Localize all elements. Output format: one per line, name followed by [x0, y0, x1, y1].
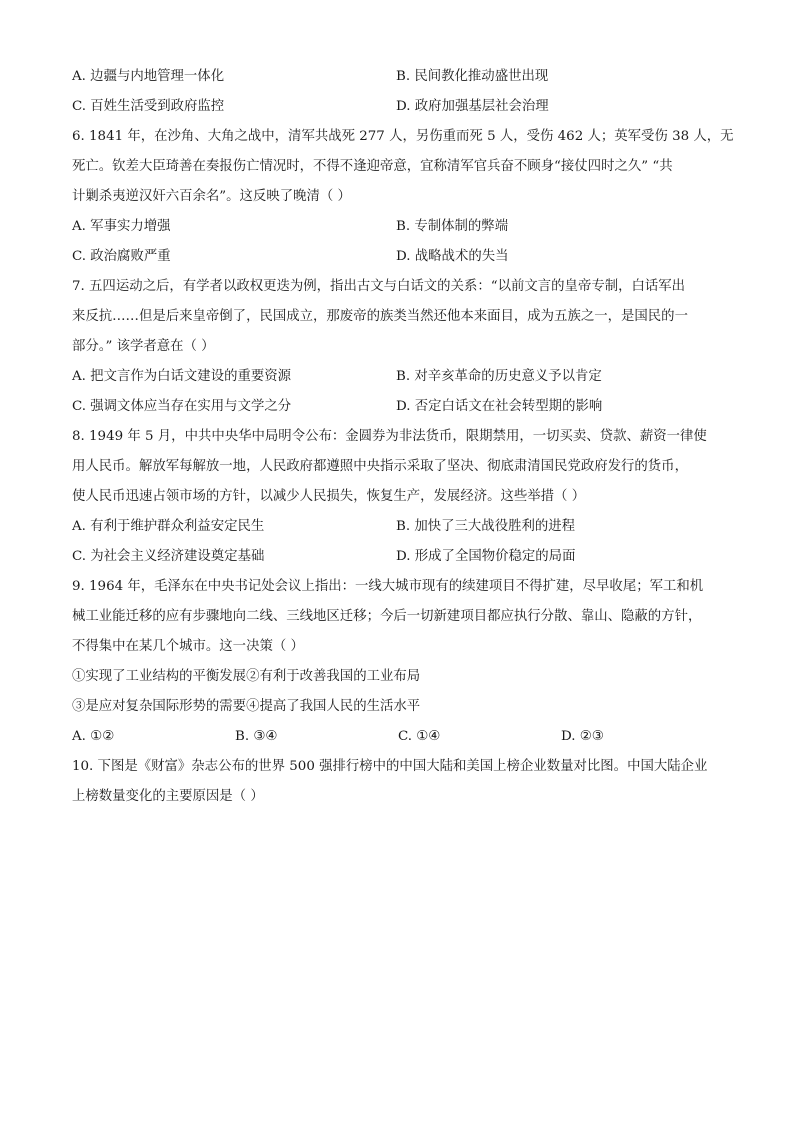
q9-option-d: D. ②③	[561, 729, 604, 744]
q8-stem-line-2: 用人民币。解放军每解放一地，人民政府都遵照中央指示采取了坚决、彻底肃清国民党政府发行的货币，	[72, 459, 688, 474]
q7-option-c: C. 强调文体应当存在实用与文学之分	[72, 399, 292, 414]
q7-stem-line-3: 部分。” 该学者意在（ ）	[72, 339, 215, 354]
q7-stem-line-1: 7. 五四运动之后，有学者以政权更迭为例，指出古文与白话文的关系：“以前文言的皇帝专制，白话军出	[72, 279, 686, 294]
q9-stem-line-2: 械工业能迁移的应有步骤地向二线、三线地区迁移；今后一切新建项目都应执行分散、靠山、隐蔽的方针，	[72, 609, 702, 624]
q7-stem-line-2: 来反抗……但是后来皇帝倒了，民国成立，那废帝的族类当然还他本来面目，成为五族之一，是国民的一	[72, 309, 688, 324]
q8-option-b: B. 加快了三大战役胜利的进程	[396, 519, 576, 534]
q8-options-row-1	[72, 512, 724, 542]
q9-option-b: B. ③④	[235, 729, 278, 744]
q6-stem-line-2: 死亡。钦差大臣琦善在奏报伤亡情况时，不得不逢迎帝意，宜称清军官兵奋不顾身“接仗四时之久” “共	[72, 159, 673, 174]
q6-stem-line-1: 6. 1841 年，在沙角、大角之战中，清军共战死 277 人，另伤重而死 5 人，受伤 462 人；英军受伤 38 人，无	[72, 129, 734, 144]
q9-option-a: A. ①②	[72, 729, 115, 744]
q6-options-row-1	[72, 212, 724, 242]
q9-statements-line-2: ③是应对复杂国际形势的需要④提高了我国人民的生活水平	[72, 699, 421, 714]
q9-statements-line-1: ①实现了工业结构的平衡发展②有利于改善我国的工业布局	[72, 669, 421, 684]
q7-option-b: B. 对辛亥革命的历史意义予以肯定	[396, 369, 602, 384]
q8-stem-line-1: 8. 1949 年 5 月，中共中央华中局明令公布：金圆券为非法货币，限期禁用，一切买卖、贷款、薪资一律使	[72, 429, 707, 444]
q6-option-a: A. 军事实力增强	[72, 219, 171, 234]
q5-options-row-1	[72, 62, 724, 92]
q6-options-row-2	[72, 242, 724, 272]
q5-options-row-2	[72, 92, 724, 122]
q8-options-row-2	[72, 542, 724, 572]
q6-option-d: D. 战略战术的失当	[396, 249, 509, 264]
q7-options-row-1	[72, 362, 724, 392]
q7-options-row-2	[72, 392, 724, 422]
q6-option-c: C. 政治腐败严重	[72, 249, 171, 264]
q5-option-a: A. 边疆与内地管理一体化	[72, 69, 225, 84]
q6-option-b: B. 专制体制的弊端	[396, 219, 509, 234]
q10-stem-line-1: 10. 下图是《财富》杂志公布的世界 500 强排行榜中的中国大陆和美国上榜企业数量对比图。中国大陆企业	[72, 759, 708, 774]
q8-option-d: D. 形成了全国物价稳定的局面	[396, 549, 576, 564]
q5-option-d: D. 政府加强基层社会治理	[396, 99, 549, 114]
q9-stem-line-1: 9. 1964 年，毛泽东在中央书记处会议上指出：一线大城市现有的续建项目不得扩建，尽早收尾；军工和机	[72, 579, 704, 594]
q8-option-a: A. 有利于维护群众利益安定民生	[72, 519, 265, 534]
q9-option-c: C. ①④	[398, 729, 441, 744]
q8-stem-line-3: 使人民币迅速占领市场的方针，以减少人民损失，恢复生产，发展经济。这些举措（ ）	[72, 489, 586, 504]
q10-stem-line-2: 上榜数量变化的主要原因是（ ）	[72, 789, 264, 804]
q6-stem-line-3: 计剿杀夷逆汉奸六百余名”。这反映了晚清（ ）	[72, 189, 351, 204]
q7-option-a: A. 把文言作为白话文建设的重要资源	[72, 369, 292, 384]
q5-option-c: C. 百姓生活受到政府监控	[72, 99, 225, 114]
q9-options-row	[72, 722, 724, 752]
q5-option-b: B. 民间教化推动盛世出现	[396, 69, 549, 84]
q9-stem-line-3: 不得集中在某几个城市。这一决策（ ）	[72, 639, 304, 654]
question-content	[72, 62, 734, 812]
q7-option-d: D. 否定白话文在社会转型期的影响	[396, 399, 603, 414]
q8-option-c: C. 为社会主义经济建设奠定基础	[72, 549, 265, 564]
